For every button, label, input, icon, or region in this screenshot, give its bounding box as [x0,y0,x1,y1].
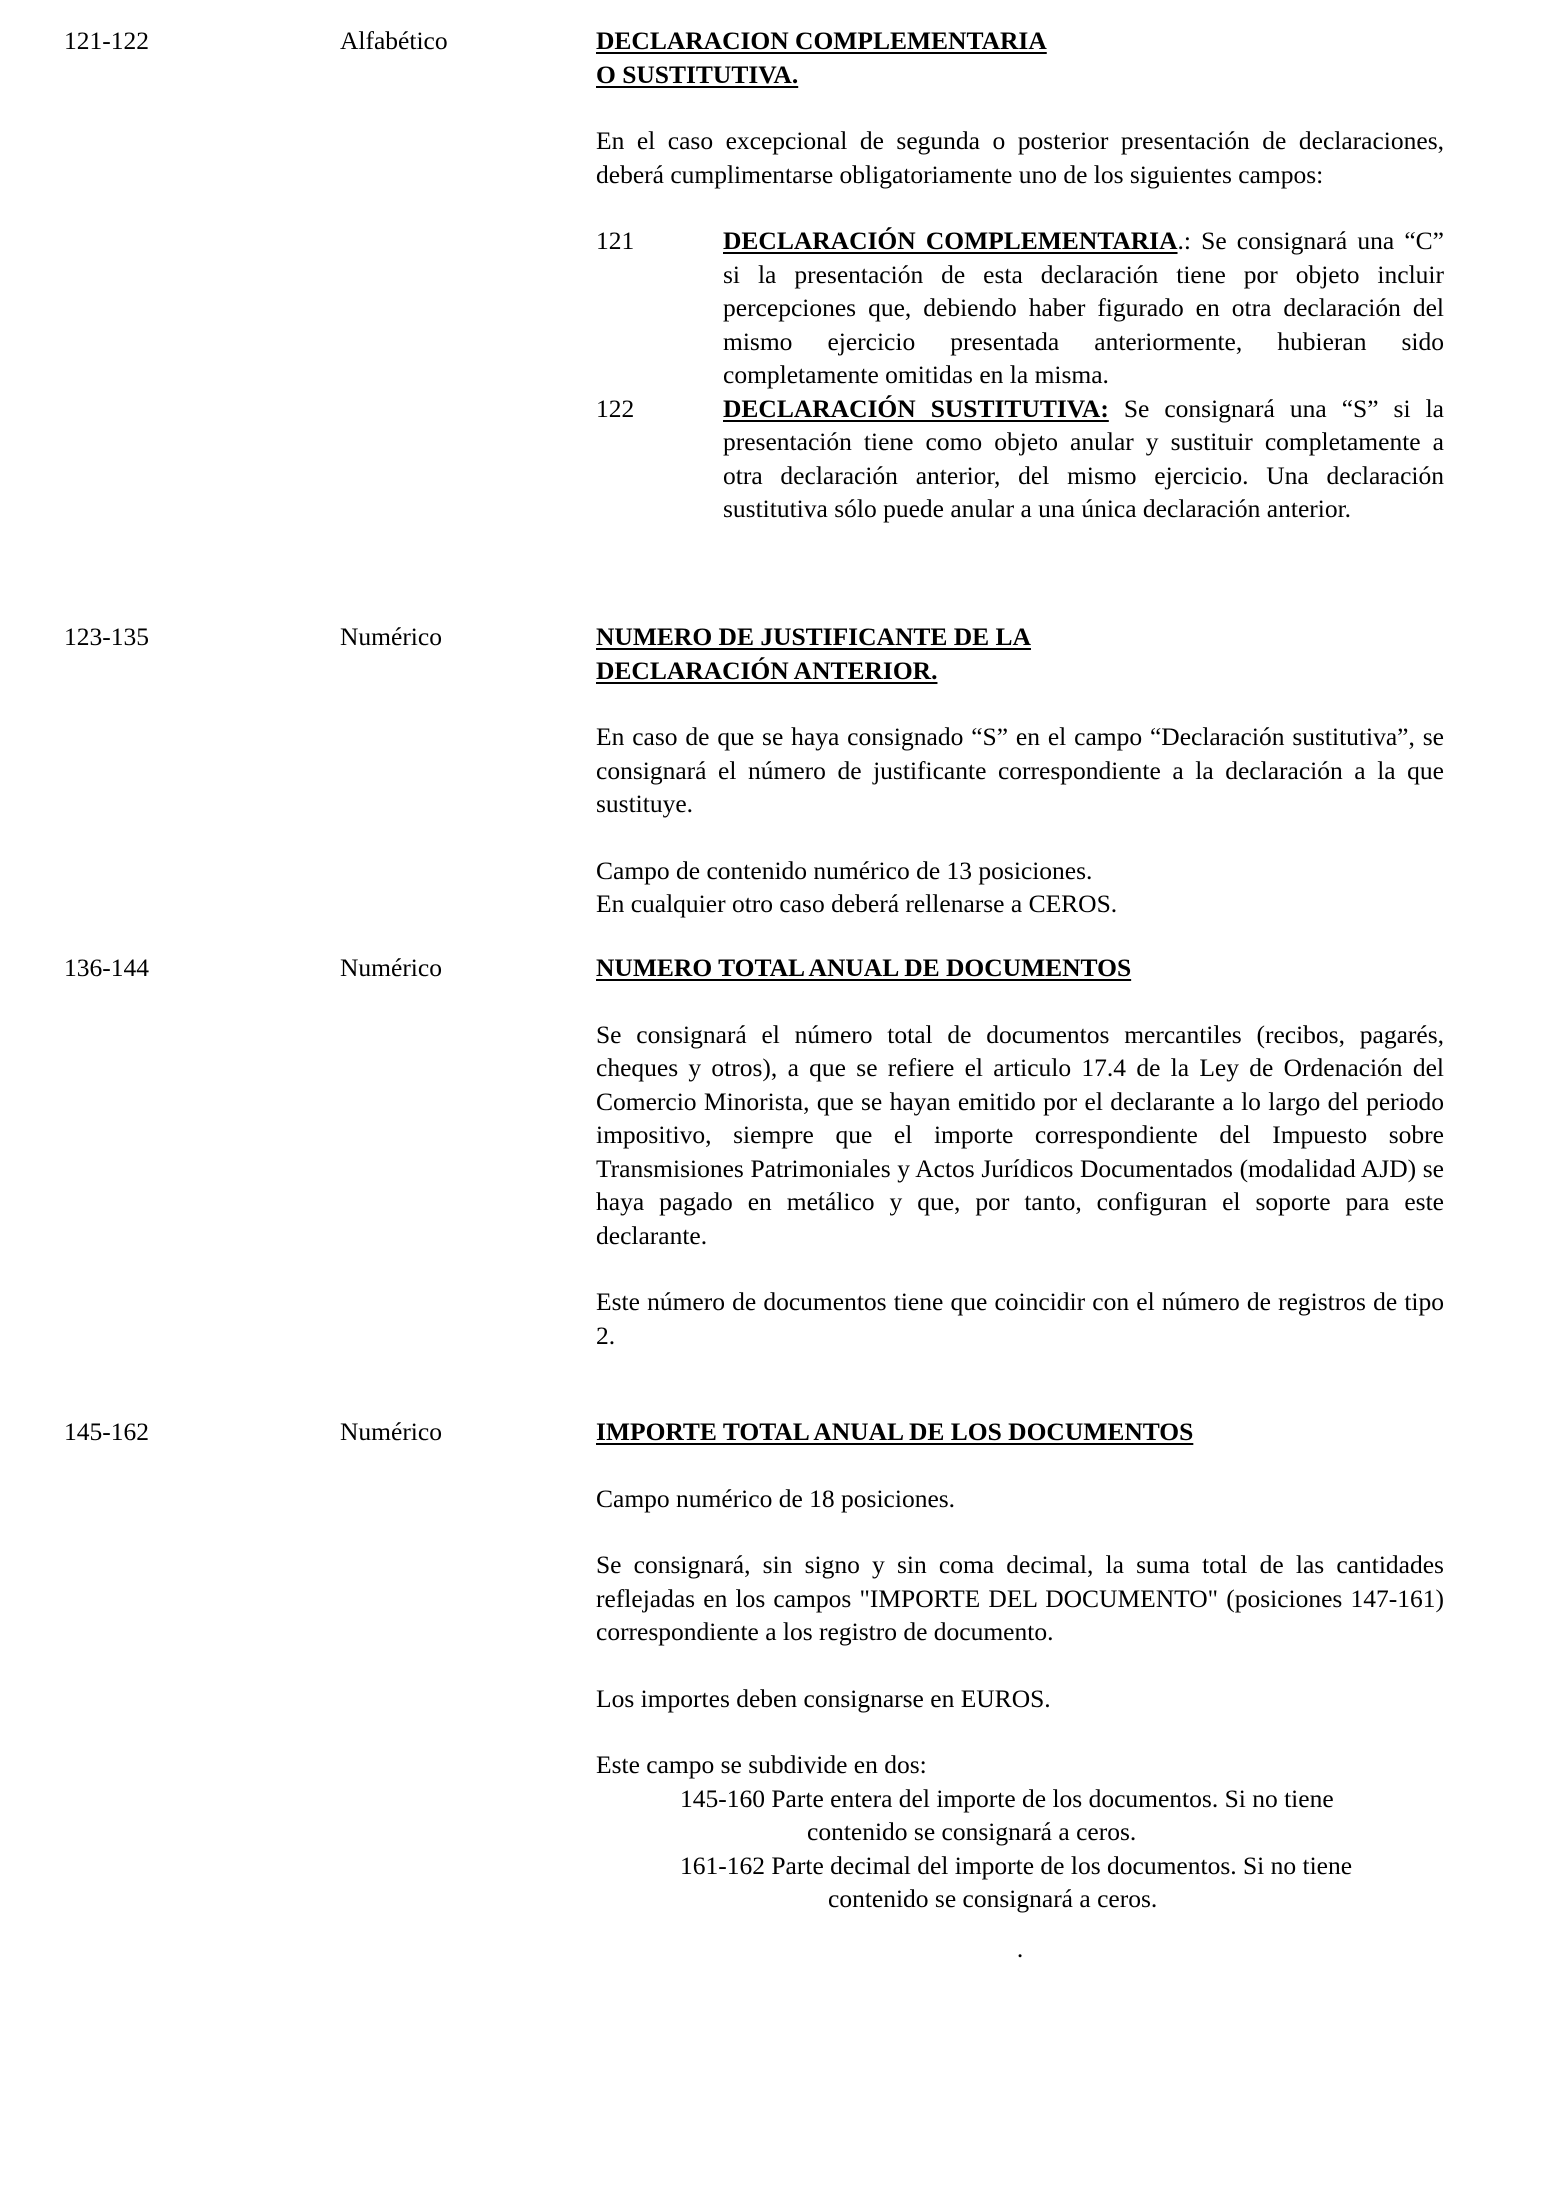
subdivision-line: 161-162 Parte decimal del importe de los documentos. Si no tiene [680,1850,1353,1880]
field-title: NUMERO TOTAL ANUAL DE DOCUMENTOS [596,953,1132,982]
paragraph: Los importes deben consignarse en EUROS. [596,1683,1051,1713]
field-positions: 121-122 [64,26,149,55]
paragraph: Campo numérico de 18 posiciones. [596,1483,956,1513]
field-type: Numérico [340,622,442,651]
field-title: IMPORTE TOTAL ANUAL DE LOS DOCUMENTOS [596,1417,1194,1446]
paragraph: Se consignará, sin signo y sin coma decimal, la suma total de las cantidades reflejadas en los campos "IMPORTE DEL DOCUMENTO" (posiciones 147-161) correspondiente a los registro de documento. [596,1550,1444,1646]
paragraph: Este número de documentos tiene que coincidir con el número de registros de tipo 2. [596,1287,1444,1350]
item-number: 122 [596,393,635,423]
field-description [596,620,1444,921]
item-label: DECLARACIÓN COMPLEMENTARIA [723,226,1178,255]
field-positions: 123-135 [64,622,149,651]
paragraph: En cualquier otro caso deberá rellenarse a CEROS. [596,889,1118,918]
field-title: O SUSTITUTIVA. [596,59,799,89]
paragraph: Campo de contenido numérico de 13 posiciones. [596,855,1093,885]
subdivision-line: contenido se consignará a ceros. [828,1884,1158,1913]
item-number: 121 [596,226,635,255]
list-item [596,392,1444,526]
field-type: Numérico [340,953,442,982]
subdivision-line: contenido se consignará a ceros. [807,1817,1137,1846]
field-description [596,951,1444,1352]
paragraph: En el caso excepcional de segunda o posterior presentación de declaraciones, deberá cumplimentarse obligatoriamente uno de los siguientes campos: [596,126,1444,189]
item-body: .: Se consignará una “C” si la presentación de esta declaración tiene por objeto incluir percepciones que, debiendo haber figurado en otra declaración del mismo ejercicio presentada anteriormente, hubieran sido completamente omitidas en la misma. [723,226,1444,389]
subdivision [596,1782,1444,1916]
trailing-dot: . [1016,1933,1024,1963]
item-text [723,224,1444,392]
field-description [596,1415,1444,1965]
field-type: Alfabético [340,26,448,55]
field-positions: 136-144 [64,953,149,982]
list-item [596,224,1444,392]
field-title: DECLARACION COMPLEMENTARIA [596,26,1047,55]
field-title: NUMERO DE JUSTIFICANTE DE LA [596,622,1031,651]
paragraph: En caso de que se haya consignado “S” en el campo “Declaración sustitutiva”, se consignará el número de justificante correspondiente a la declaración a la que sustituye. [596,722,1444,818]
item-text [723,392,1444,526]
item-label: DECLARACIÓN SUSTITUTIVA: [723,393,1109,423]
subdivision-line: 145-160 Parte entera del importe de los documentos. Si no tiene [680,1783,1334,1813]
field-description [596,24,1444,526]
item-body: Se consignará una “S” si la presentación tiene como objeto anular y sustituir completamente a otra declaración anterior, del mismo ejercicio. Una declaración sustitutiva sólo puede anular a una única declaración anterior. [723,393,1444,523]
paragraph: Este campo se subdivide en dos: [596,1750,927,1779]
field-type: Numérico [340,1417,442,1446]
field-title: DECLARACIÓN ANTERIOR. [596,655,938,685]
field-positions: 145-162 [64,1417,149,1446]
paragraph: Se consignará el número total de documentos mercantiles (recibos, pagarés, cheques y otros), a que se refiere el articulo 17.4 de la Ley de Ordenación del Comercio Minorista, que se hayan emitido por el declarante a lo largo del periodo impositivo, siempre que el importe correspondiente del Impuesto sobre Transmisiones Patrimoniales y Actos Jurídicos Documentados (modalidad AJD) se haya pagado en metálico y que, por tanto, configuran el soporte para este declarante. [596,1019,1444,1250]
